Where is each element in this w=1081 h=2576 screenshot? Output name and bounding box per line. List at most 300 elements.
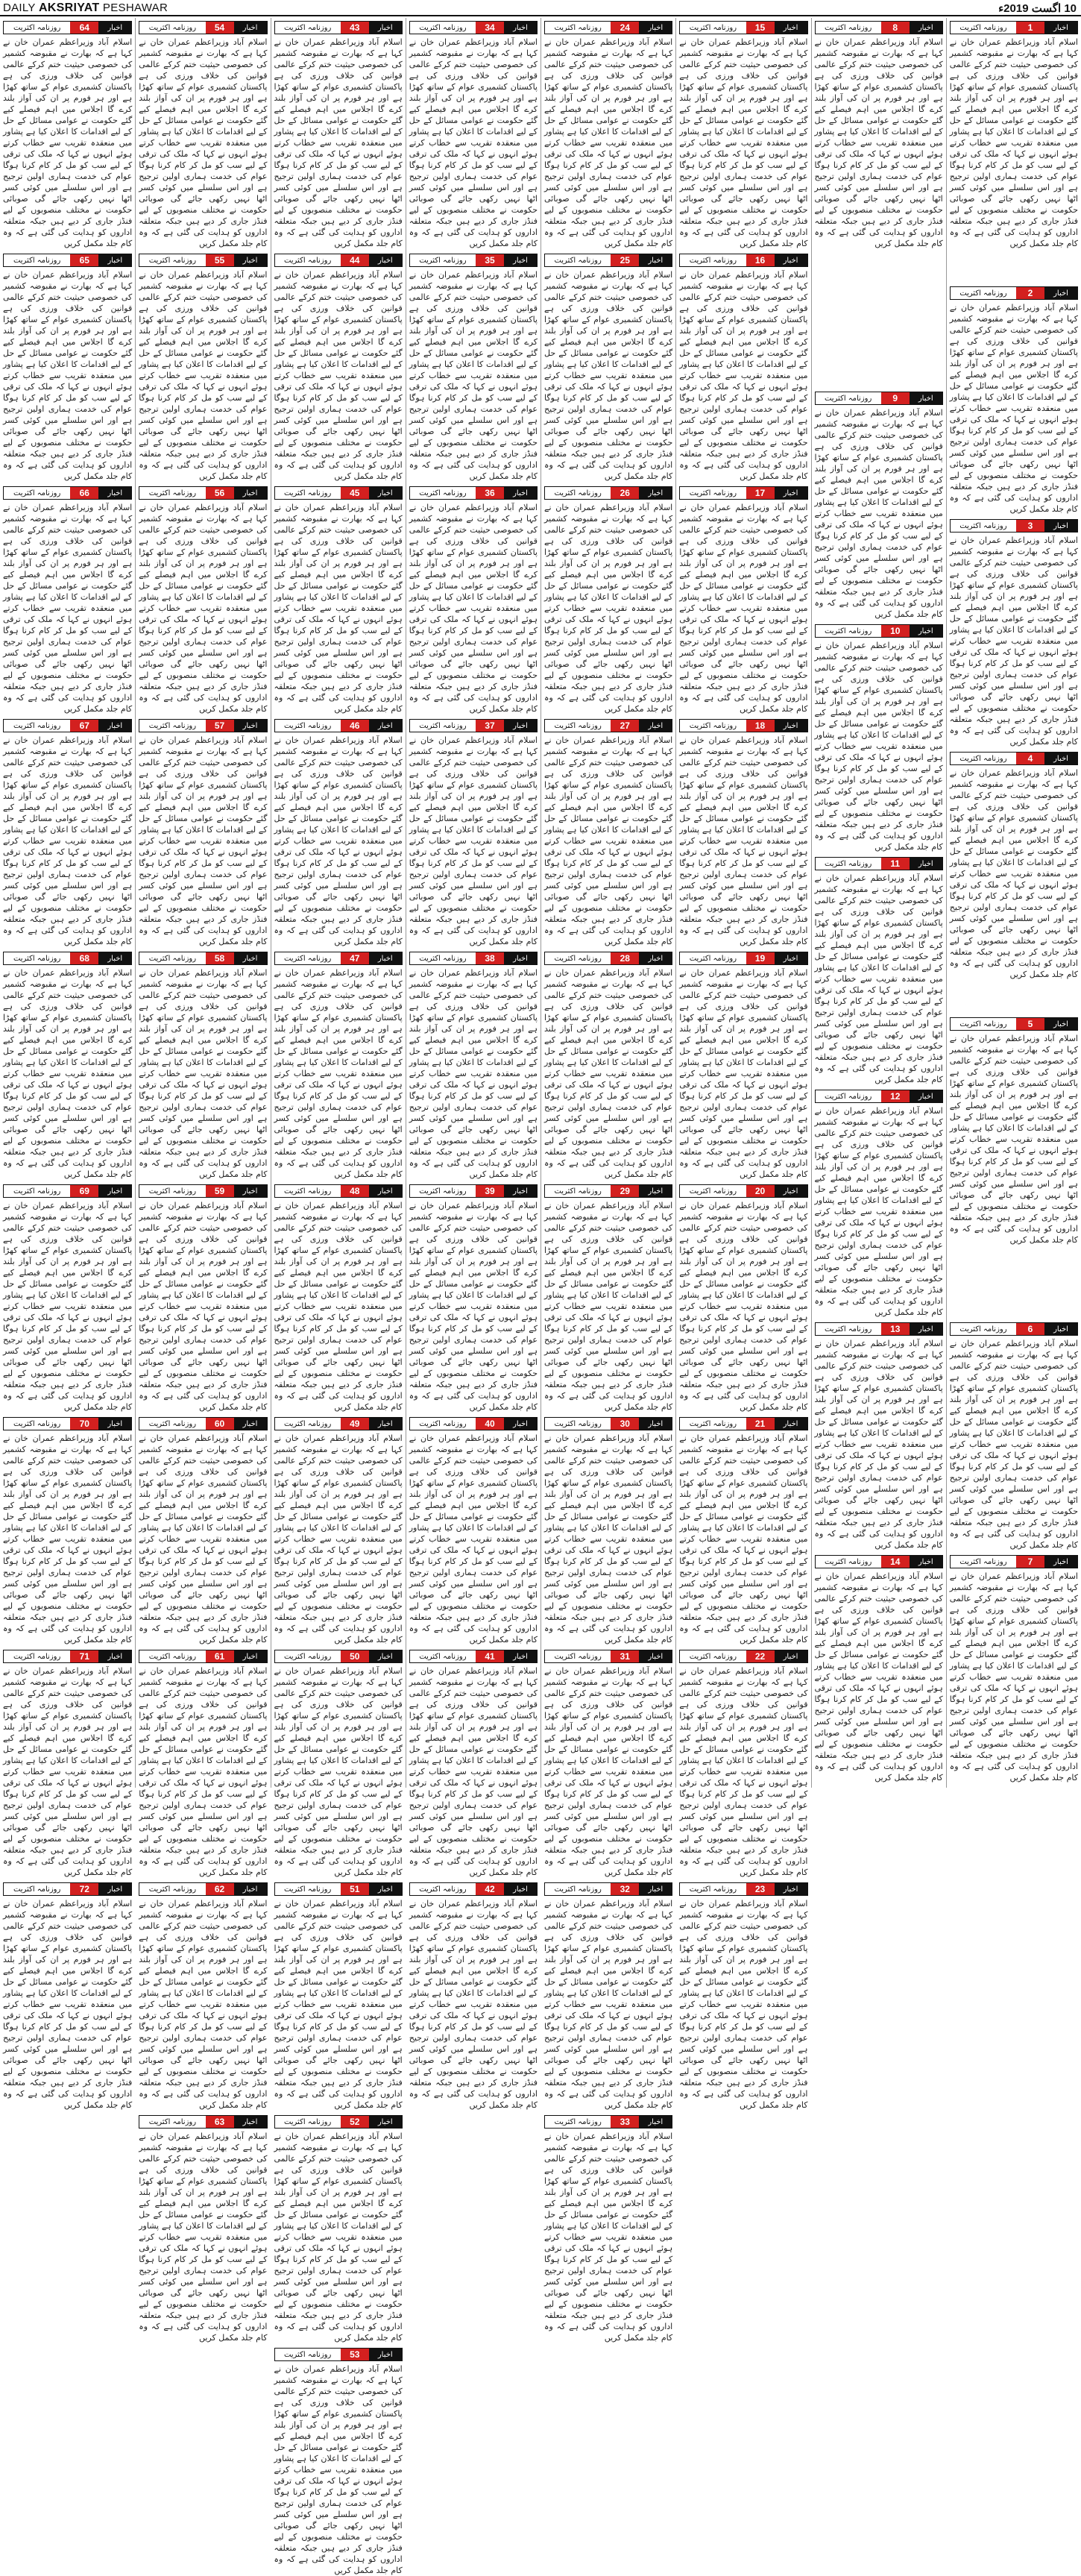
news-item-number: 38 xyxy=(476,952,504,964)
news-item-number: 3 xyxy=(1016,520,1044,532)
news-item-header xyxy=(3,952,132,965)
news-item-header xyxy=(3,21,132,34)
news-tag: اخبار xyxy=(98,1650,131,1662)
news-source: روزنامہ اکثریت xyxy=(275,1185,341,1197)
news-item-body: اسلام آباد وزیراعظم عمران خان نے کہا ہے کہ بھارت نے مقبوضہ کشمیر کی خصوصی حیثیت ختم کرکے عالمی قوانین کی خلاف ورزی کی ہے پاکستان کشمیری عوام کے ساتھ کھڑا ہے اور ہر فورم پر ان کی آواز بلند کرے گا اجلاس میں اہم فیصلے کیے گئے حکومت نے عوامی مسائل کے حل کے لیے اقدامات کا اعلان کیا ہے پشاور میں منعقدہ تقریب سے خطاب کرتے ہوئے انہوں نے کہا کہ ملک کی ترقی کے لیے سب کو مل کر کام کرنا ہوگا عوام کی خدمت ہماری اولین ترجیح ہے اور اس سلسلے میں کوئی کسر اٹھا نہیں رکھی جائے گی صوبائی حکومت نے مختلف منصوبوں کے لیے فنڈز جاری کر دیے ہیں جبکہ متعلقہ اداروں کو ہدایت کی گئی ہے کہ وہ کام جلد مکمل کریں xyxy=(409,968,538,1179)
news-source: روزنامہ اکثریت xyxy=(545,254,611,266)
news-tag: اخبار xyxy=(639,1883,672,1895)
news-source: روزنامہ اکثریت xyxy=(680,254,746,266)
news-source: روزنامہ اکثریت xyxy=(816,625,881,637)
news-column xyxy=(0,18,135,2110)
news-source: روزنامہ اکثریت xyxy=(951,287,1016,299)
news-tag: اخبار xyxy=(98,952,131,964)
news-tag: اخبار xyxy=(234,720,267,732)
news-source: روزنامہ اکثریت xyxy=(410,1883,476,1895)
news-source: روزنامہ اکثریت xyxy=(4,952,70,964)
news-item-body: اسلام آباد وزیراعظم عمران خان نے کہا ہے کہ بھارت نے مقبوضہ کشمیر کی خصوصی حیثیت ختم کرکے عالمی قوانین کی خلاف ورزی کی ہے پاکستان کشمیری عوام کے ساتھ کھڑا ہے اور ہر فورم پر ان کی آواز بلند کرے گا اجلاس میں اہم فیصلے کیے گئے حکومت نے عوامی مسائل کے حل کے لیے اقدامات کا اعلان کیا ہے پشاور میں منعقدہ تقریب سے خطاب کرتے ہوئے انہوں نے کہا کہ ملک کی ترقی کے لیے سب کو مل کر کام کرنا ہوگا عوام کی خدمت ہماری اولین ترجیح ہے اور اس سلسلے میں کوئی کسر اٹھا نہیں رکھی جائے گی صوبائی حکومت نے مختلف منصوبوں کے لیے فنڈز جاری کر دیے ہیں جبکہ متعلقہ اداروں کو ہدایت کی گئی ہے کہ وہ کام جلد مکمل کریں xyxy=(139,2132,268,2343)
news-item-body: اسلام آباد وزیراعظم عمران خان نے کہا ہے کہ بھارت نے مقبوضہ کشمیر کی خصوصی حیثیت ختم کرکے عالمی قوانین کی خلاف ورزی کی ہے پاکستان کشمیری عوام کے ساتھ کھڑا ہے اور ہر فورم پر ان کی آواز بلند کرے گا اجلاس میں اہم فیصلے کیے گئے حکومت نے عوامی مسائل کے حل کے لیے اقدامات کا اعلان کیا ہے پشاور میں منعقدہ تقریب سے خطاب کرتے ہوئے انہوں نے کہا کہ ملک کی ترقی کے لیے سب کو مل کر کام کرنا ہوگا عوام کی خدمت ہماری اولین ترجیح ہے اور اس سلسلے میں کوئی کسر اٹھا نہیں رکھی جائے گی صوبائی حکومت نے مختلف منصوبوں کے لیے فنڈز جاری کر دیے ہیں جبکہ متعلقہ اداروں کو ہدایت کی گئی ہے کہ وہ کام جلد مکمل کریں xyxy=(274,2132,403,2343)
news-item-number: 32 xyxy=(611,1883,639,1895)
news-item xyxy=(950,285,1078,515)
news-item-body: اسلام آباد وزیراعظم عمران خان نے کہا ہے کہ بھارت نے مقبوضہ کشمیر کی خصوصی حیثیت ختم کرکے عالمی قوانین کی خلاف ورزی کی ہے پاکستان کشمیری عوام کے ساتھ کھڑا ہے اور ہر فورم پر ان کی آواز بلند کرے گا اجلاس میں اہم فیصلے کیے گئے حکومت نے عوامی مسائل کے حل کے لیے اقدامات کا اعلان کیا ہے پشاور میں منعقدہ تقریب سے خطاب کرتے ہوئے انہوں نے کہا کہ ملک کی ترقی کے لیے سب کو مل کر کام کرنا ہوگا عوام کی خدمت ہماری اولین ترجیح ہے اور اس سلسلے میں کوئی کسر اٹھا نہیں رکھی جائے گی صوبائی حکومت نے مختلف منصوبوں کے لیے فنڈز جاری کر دیے ہیں جبکہ متعلقہ اداروں کو ہدایت کی گئی ہے کہ وہ کام جلد مکمل کریں xyxy=(814,641,943,852)
news-item-number: 52 xyxy=(341,2116,369,2128)
news-tag: اخبار xyxy=(910,858,942,870)
news-item-number: 13 xyxy=(881,1323,910,1335)
news-item-body: اسلام آباد وزیراعظم عمران خان نے کہا ہے کہ بھارت نے مقبوضہ کشمیر کی خصوصی حیثیت ختم کرکے عالمی قوانین کی خلاف ورزی کی ہے پاکستان کشمیری عوام کے ساتھ کھڑا ہے اور ہر فورم پر ان کی آواز بلند کرے گا اجلاس میں اہم فیصلے کیے گئے حکومت نے عوامی مسائل کے حل کے لیے اقدامات کا اعلان کیا ہے پشاور میں منعقدہ تقریب سے خطاب کرتے ہوئے انہوں نے کہا کہ ملک کی ترقی کے لیے سب کو مل کر کام کرنا ہوگا عوام کی خدمت ہماری اولین ترجیح ہے اور اس سلسلے میں کوئی کسر اٹھا نہیں رکھی جائے گی صوبائی حکومت نے مختلف منصوبوں کے لیے فنڈز جاری کر دیے ہیں جبکہ متعلقہ اداروں کو ہدایت کی گئی ہے کہ وہ کام جلد مکمل کریں xyxy=(544,503,673,714)
news-source: روزنامہ اکثریت xyxy=(410,1418,476,1430)
news-source: روزنامہ اکثریت xyxy=(410,952,476,964)
news-source: روزنامہ اکثریت xyxy=(816,858,881,870)
news-tag: اخبار xyxy=(910,22,942,34)
news-source: روزنامہ اکثریت xyxy=(410,254,476,266)
news-tag: اخبار xyxy=(639,487,672,499)
news-source: روزنامہ اکثریت xyxy=(680,487,746,499)
brand-prefix: DAILY xyxy=(3,1,39,14)
news-item-header xyxy=(139,21,267,34)
news-tag: اخبار xyxy=(910,1090,942,1102)
news-item-body: اسلام آباد وزیراعظم عمران خان نے کہا ہے کہ بھارت نے مقبوضہ کشمیر کی خصوصی حیثیت ختم کرکے عالمی قوانین کی خلاف ورزی کی ہے پاکستان کشمیری عوام کے ساتھ کھڑا ہے اور ہر فورم پر ان کی آواز بلند کرے گا اجلاس میں اہم فیصلے کیے گئے حکومت نے عوامی مسائل کے حل کے لیے اقدامات کا اعلان کیا ہے پشاور میں منعقدہ تقریب سے خطاب کرتے ہوئے انہوں نے کہا کہ ملک کی ترقی کے لیے سب کو مل کر کام کرنا ہوگا عوام کی خدمت ہماری اولین ترجیح ہے اور اس سلسلے میں کوئی کسر اٹھا نہیں رکھی جائے گی صوبائی حکومت نے مختلف منصوبوں کے لیے فنڈز جاری کر دیے ہیں جبکہ متعلقہ اداروں کو ہدایت کی گئی ہے کہ وہ کام جلد مکمل کریں xyxy=(139,968,268,1179)
news-item-header xyxy=(3,1650,132,1663)
news-tag: اخبار xyxy=(1044,1323,1077,1335)
news-item-body: اسلام آباد وزیراعظم عمران خان نے کہا ہے کہ بھارت نے مقبوضہ کشمیر کی خصوصی حیثیت ختم کرکے عالمی قوانین کی خلاف ورزی کی ہے پاکستان کشمیری عوام کے ساتھ کھڑا ہے اور ہر فورم پر ان کی آواز بلند کرے گا اجلاس میں اہم فیصلے کیے گئے حکومت نے عوامی مسائل کے حل کے لیے اقدامات کا اعلان کیا ہے پشاور میں منعقدہ تقریب سے خطاب کرتے ہوئے انہوں نے کہا کہ ملک کی ترقی کے لیے سب کو مل کر کام کرنا ہوگا عوام کی خدمت ہماری اولین ترجیح ہے اور اس سلسلے میں کوئی کسر اٹھا نہیں رکھی جائے گی صوبائی حکومت نے مختلف منصوبوں کے لیے فنڈز جاری کر دیے ہیں جبکہ متعلقہ اداروں کو ہدایت کی گئی ہے کہ وہ کام جلد مکمل کریں xyxy=(3,503,133,714)
news-item-number: 25 xyxy=(611,254,639,266)
news-column xyxy=(946,18,1081,1788)
news-item xyxy=(679,1416,807,1645)
news-item-body: اسلام آباد وزیراعظم عمران خان نے کہا ہے کہ بھارت نے مقبوضہ کشمیر کی خصوصی حیثیت ختم کرکے عالمی قوانین کی خلاف ورزی کی ہے پاکستان کشمیری عوام کے ساتھ کھڑا ہے اور ہر فورم پر ان کی آواز بلند کرے گا اجلاس میں اہم فیصلے کیے گئے حکومت نے عوامی مسائل کے حل کے لیے اقدامات کا اعلان کیا ہے پشاور میں منعقدہ تقریب سے خطاب کرتے ہوئے انہوں نے کہا کہ ملک کی ترقی کے لیے سب کو مل کر کام کرنا ہوگا عوام کی خدمت ہماری اولین ترجیح ہے اور اس سلسلے میں کوئی کسر اٹھا نہیں رکھی جائے گی صوبائی حکومت نے مختلف منصوبوں کے لیے فنڈز جاری کر دیے ہیں جبکہ متعلقہ اداروں کو ہدایت کی گئی ہے کہ وہ کام جلد مکمل کریں xyxy=(679,270,808,481)
news-item-number: 37 xyxy=(476,720,504,732)
news-item-body: اسلام آباد وزیراعظم عمران خان نے کہا ہے کہ بھارت نے مقبوضہ کشمیر کی خصوصی حیثیت ختم کرکے عالمی قوانین کی خلاف ورزی کی ہے پاکستان کشمیری عوام کے ساتھ کھڑا ہے اور ہر فورم پر ان کی آواز بلند کرے گا اجلاس میں اہم فیصلے کیے گئے حکومت نے عوامی مسائل کے حل کے لیے اقدامات کا اعلان کیا ہے پشاور میں منعقدہ تقریب سے خطاب کرتے ہوئے انہوں نے کہا کہ ملک کی ترقی کے لیے سب کو مل کر کام کرنا ہوگا عوام کی خدمت ہماری اولین ترجیح ہے اور اس سلسلے میں کوئی کسر اٹھا نہیں رکھی جائے گی صوبائی حکومت نے مختلف منصوبوں کے لیے فنڈز جاری کر دیے ہیں جبکہ متعلقہ اداروں کو ہدایت کی گئی ہے کہ وہ کام جلد مکمل کریں xyxy=(949,1339,1078,1550)
news-item-body: اسلام آباد وزیراعظم عمران خان نے کہا ہے کہ بھارت نے مقبوضہ کشمیر کی خصوصی حیثیت ختم کرکے عالمی قوانین کی خلاف ورزی کی ہے پاکستان کشمیری عوام کے ساتھ کھڑا ہے اور ہر فورم پر ان کی آواز بلند کرے گا اجلاس میں اہم فیصلے کیے گئے حکومت نے عوامی مسائل کے حل کے لیے اقدامات کا اعلان کیا ہے پشاور میں منعقدہ تقریب سے خطاب کرتے ہوئے انہوں نے کہا کہ ملک کی ترقی کے لیے سب کو مل کر کام کرنا ہوگا عوام کی خدمت ہماری اولین ترجیح ہے اور اس سلسلے میں کوئی کسر اٹھا نہیں رکھی جائے گی صوبائی حکومت نے مختلف منصوبوں کے لیے فنڈز جاری کر دیے ہیں جبکہ متعلقہ اداروں کو ہدایت کی گئی ہے کہ وہ کام جلد مکمل کریں xyxy=(409,1433,538,1644)
news-source: روزنامہ اکثریت xyxy=(4,1418,70,1430)
news-item-body: اسلام آباد وزیراعظم عمران خان نے کہا ہے کہ بھارت نے مقبوضہ کشمیر کی خصوصی حیثیت ختم کرکے عالمی قوانین کی خلاف ورزی کی ہے پاکستان کشمیری عوام کے ساتھ کھڑا ہے اور ہر فورم پر ان کی آواز بلند کرے گا اجلاس میں اہم فیصلے کیے گئے حکومت نے عوامی مسائل کے حل کے لیے اقدامات کا اعلان کیا ہے پشاور میں منعقدہ تقریب سے خطاب کرتے ہوئے انہوں نے کہا کہ ملک کی ترقی کے لیے سب کو مل کر کام کرنا ہوگا عوام کی خدمت ہماری اولین ترجیح ہے اور اس سلسلے میں کوئی کسر اٹھا نہیں رکھی جائے گی صوبائی حکومت نے مختلف منصوبوں کے لیے فنڈز جاری کر دیے ہیں جبکہ متعلقہ اداروں کو ہدایت کی گئی ہے کہ وہ کام جلد مکمل کریں xyxy=(139,1666,268,1877)
news-item-body: اسلام آباد وزیراعظم عمران خان نے کہا ہے کہ بھارت نے مقبوضہ کشمیر کی خصوصی حیثیت ختم کرکے عالمی قوانین کی خلاف ورزی کی ہے پاکستان کشمیری عوام کے ساتھ کھڑا ہے اور ہر فورم پر ان کی آواز بلند کرے گا اجلاس میں اہم فیصلے کیے گئے حکومت نے عوامی مسائل کے حل کے لیے اقدامات کا اعلان کیا ہے پشاور میں منعقدہ تقریب سے خطاب کرتے ہوئے انہوں نے کہا کہ ملک کی ترقی کے لیے سب کو مل کر کام کرنا ہوگا عوام کی خدمت ہماری اولین ترجیح ہے اور اس سلسلے میں کوئی کسر اٹھا نہیں رکھی جائے گی صوبائی حکومت نے مختلف منصوبوں کے لیے فنڈز جاری کر دیے ہیں جبکہ متعلقہ اداروں کو ہدایت کی گئی ہے کہ وہ کام جلد مکمل کریں xyxy=(544,37,673,248)
news-tag: اخبار xyxy=(504,1650,537,1662)
news-item-header xyxy=(139,486,267,500)
news-item-header xyxy=(139,952,267,965)
news-item-header xyxy=(950,1017,1078,1031)
news-source: روزنامہ اکثریت xyxy=(4,1883,70,1895)
news-item-body: اسلام آباد وزیراعظم عمران خان نے کہا ہے کہ بھارت نے مقبوضہ کشمیر کی خصوصی حیثیت ختم کرکے عالمی قوانین کی خلاف ورزی کی ہے پاکستان کشمیری عوام کے ساتھ کھڑا ہے اور ہر فورم پر ان کی آواز بلند کرے گا اجلاس میں اہم فیصلے کیے گئے حکومت نے عوامی مسائل کے حل کے لیے اقدامات کا اعلان کیا ہے پشاور میں منعقدہ تقریب سے خطاب کرتے ہوئے انہوں نے کہا کہ ملک کی ترقی کے لیے سب کو مل کر کام کرنا ہوگا عوام کی خدمت ہماری اولین ترجیح ہے اور اس سلسلے میں کوئی کسر اٹھا نہیں رکھی جائے گی صوبائی حکومت نے مختلف منصوبوں کے لیے فنڈز جاری کر دیے ہیں جبکہ متعلقہ اداروں کو ہدایت کی گئی ہے کہ وہ کام جلد مکمل کریں xyxy=(274,1433,403,1644)
news-item xyxy=(139,1416,267,1645)
brand-city: PESHAWAR xyxy=(99,1,168,14)
news-item-body: اسلام آباد وزیراعظم عمران خان نے کہا ہے کہ بھارت نے مقبوضہ کشمیر کی خصوصی حیثیت ختم کرکے عالمی قوانین کی خلاف ورزی کی ہے پاکستان کشمیری عوام کے ساتھ کھڑا ہے اور ہر فورم پر ان کی آواز بلند کرے گا اجلاس میں اہم فیصلے کیے گئے حکومت نے عوامی مسائل کے حل کے لیے اقدامات کا اعلان کیا ہے پشاور میں منعقدہ تقریب سے خطاب کرتے ہوئے انہوں نے کہا کہ ملک کی ترقی کے لیے سب کو مل کر کام کرنا ہوگا عوام کی خدمت ہماری اولین ترجیح ہے اور اس سلسلے میں کوئی کسر اٹھا نہیں رکھی جائے گی صوبائی حکومت نے مختلف منصوبوں کے لیے فنڈز جاری کر دیے ہیں جبکہ متعلقہ اداروں کو ہدایت کی گئی ہے کہ وہ کام جلد مکمل کریں xyxy=(274,503,403,714)
news-tag: اخبار xyxy=(775,22,807,34)
news-item xyxy=(274,252,403,482)
news-tag: اخبار xyxy=(98,1418,131,1430)
news-item xyxy=(409,252,538,482)
news-item-number: 69 xyxy=(70,1185,98,1197)
news-source: روزنامہ اکثریت xyxy=(816,22,881,34)
news-item-body: اسلام آباد وزیراعظم عمران خان نے کہا ہے کہ بھارت نے مقبوضہ کشمیر کی خصوصی حیثیت ختم کرکے عالمی قوانین کی خلاف ورزی کی ہے پاکستان کشمیری عوام کے ساتھ کھڑا ہے اور ہر فورم پر ان کی آواز بلند کرے گا اجلاس میں اہم فیصلے کیے گئے حکومت نے عوامی مسائل کے حل کے لیے اقدامات کا اعلان کیا ہے پشاور میں منعقدہ تقریب سے خطاب کرتے ہوئے انہوں نے کہا کہ ملک کی ترقی کے لیے سب کو مل کر کام کرنا ہوگا عوام کی خدمت ہماری اولین ترجیح ہے اور اس سلسلے میں کوئی کسر اٹھا نہیں رکھی جائے گی صوبائی حکومت نے مختلف منصوبوں کے لیے فنڈز جاری کر دیے ہیں جبکہ متعلقہ اداروں کو ہدایت کی گئی ہے کہ وہ کام جلد مکمل کریں xyxy=(274,968,403,1179)
news-item-number: 44 xyxy=(341,254,369,266)
news-item xyxy=(3,1648,132,1878)
news-tag: اخبار xyxy=(639,1418,672,1430)
news-column xyxy=(675,18,810,2110)
news-source: روزنامہ اکثریت xyxy=(545,952,611,964)
news-item xyxy=(139,2114,267,2343)
news-item xyxy=(950,750,1078,1013)
news-tag: اخبار xyxy=(639,254,672,266)
news-source: روزنامہ اکثریت xyxy=(275,22,341,34)
news-item xyxy=(3,950,132,1180)
news-item-number: 36 xyxy=(476,487,504,499)
news-tag: اخبار xyxy=(234,1185,267,1197)
news-item xyxy=(544,1648,672,1878)
news-tag: اخبار xyxy=(775,952,807,964)
news-item-header xyxy=(679,254,807,267)
news-item-number: 64 xyxy=(70,22,98,34)
news-item-body: اسلام آباد وزیراعظم عمران خان نے کہا ہے کہ بھارت نے مقبوضہ کشمیر کی خصوصی حیثیت ختم کرکے عالمی قوانین کی خلاف ورزی کی ہے پاکستان کشمیری عوام کے ساتھ کھڑا ہے اور ہر فورم پر ان کی آواز بلند کرے گا اجلاس میں اہم فیصلے کیے گئے حکومت نے عوامی مسائل کے حل کے لیے اقدامات کا اعلان کیا ہے پشاور میں منعقدہ تقریب سے خطاب کرتے ہوئے انہوں نے کہا کہ ملک کی ترقی کے لیے سب کو مل کر کام کرنا ہوگا عوام کی خدمت ہماری اولین ترجیح ہے اور اس سلسلے میں کوئی کسر اٹھا نہیں رکھی جائے گی صوبائی حکومت نے مختلف منصوبوں کے لیے فنڈز جاری کر دیے ہیں جبکہ متعلقہ اداروں کو ہدایت کی گئی ہے کہ وہ کام جلد مکمل کریں xyxy=(949,37,1078,248)
news-source: روزنامہ اکثریت xyxy=(545,22,611,34)
news-item-body: اسلام آباد وزیراعظم عمران خان نے کہا ہے کہ بھارت نے مقبوضہ کشمیر کی خصوصی حیثیت ختم کرکے عالمی قوانین کی خلاف ورزی کی ہے پاکستان کشمیری عوام کے ساتھ کھڑا ہے اور ہر فورم پر ان کی آواز بلند کرے گا اجلاس میں اہم فیصلے کیے گئے حکومت نے عوامی مسائل کے حل کے لیے اقدامات کا اعلان کیا ہے پشاور میں منعقدہ تقریب سے خطاب کرتے ہوئے انہوں نے کہا کہ ملک کی ترقی کے لیے سب کو مل کر کام کرنا ہوگا عوام کی خدمت ہماری اولین ترجیح ہے اور اس سلسلے میں کوئی کسر اٹھا نہیں رکھی جائے گی صوبائی حکومت نے مختلف منصوبوں کے لیے فنڈز جاری کر دیے ہیں جبکہ متعلقہ اداروں کو ہدایت کی گئی ہے کہ وہ کام جلد مکمل کریں xyxy=(544,735,673,946)
news-item-number: 48 xyxy=(341,1185,369,1197)
news-item xyxy=(139,1881,267,2111)
news-source: روزنامہ اکثریت xyxy=(139,254,205,266)
news-item-body: اسلام آباد وزیراعظم عمران خان نے کہا ہے کہ بھارت نے مقبوضہ کشمیر کی خصوصی حیثیت ختم کرکے عالمی قوانین کی خلاف ورزی کی ہے پاکستان کشمیری عوام کے ساتھ کھڑا ہے اور ہر فورم پر ان کی آواز بلند کرے گا اجلاس میں اہم فیصلے کیے گئے حکومت نے عوامی مسائل کے حل کے لیے اقدامات کا اعلان کیا ہے پشاور میں منعقدہ تقریب سے خطاب کرتے ہوئے انہوں نے کہا کہ ملک کی ترقی کے لیے سب کو مل کر کام کرنا ہوگا عوام کی خدمت ہماری اولین ترجیح ہے اور اس سلسلے میں کوئی کسر اٹھا نہیں رکھی جائے گی صوبائی حکومت نے مختلف منصوبوں کے لیے فنڈز جاری کر دیے ہیں جبکہ متعلقہ اداروں کو ہدایت کی گئی ہے کہ وہ کام جلد مکمل کریں xyxy=(544,270,673,481)
news-item-number: 28 xyxy=(611,952,639,964)
news-item-header xyxy=(3,1882,132,1896)
news-item xyxy=(815,1321,943,1551)
news-source: روزنامہ اکثریت xyxy=(139,1418,205,1430)
news-item-number: 66 xyxy=(70,487,98,499)
news-item-number: 31 xyxy=(611,1650,639,1662)
news-source: روزنامہ اکثریت xyxy=(275,1418,341,1430)
news-item-number: 53 xyxy=(341,2349,369,2360)
news-column xyxy=(271,18,406,2575)
news-item-number: 40 xyxy=(476,1418,504,1430)
news-item xyxy=(139,19,267,249)
news-item-body: اسلام آباد وزیراعظم عمران خان نے کہا ہے کہ بھارت نے مقبوضہ کشمیر کی خصوصی حیثیت ختم کرکے عالمی قوانین کی خلاف ورزی کی ہے پاکستان کشمیری عوام کے ساتھ کھڑا ہے اور ہر فورم پر ان کی آواز بلند کرے گا اجلاس میں اہم فیصلے کیے گئے حکومت نے عوامی مسائل کے حل کے لیے اقدامات کا اعلان کیا ہے پشاور میں منعقدہ تقریب سے خطاب کرتے ہوئے انہوں نے کہا کہ ملک کی ترقی کے لیے سب کو مل کر کام کرنا ہوگا عوام کی خدمت ہماری اولین ترجیح ہے اور اس سلسلے میں کوئی کسر اٹھا نہیں رکھی جائے گی صوبائی حکومت نے مختلف منصوبوں کے لیے فنڈز جاری کر دیے ہیں جبکہ متعلقہ اداروں کو ہدایت کی گئی ہے کہ وہ کام جلد مکمل کریں xyxy=(949,1571,1078,1782)
news-tag: اخبار xyxy=(775,1185,807,1197)
news-item-body: اسلام آباد وزیراعظم عمران خان نے کہا ہے کہ بھارت نے مقبوضہ کشمیر کی خصوصی حیثیت ختم کرکے عالمی قوانین کی خلاف ورزی کی ہے پاکستان کشمیری عوام کے ساتھ کھڑا ہے اور ہر فورم پر ان کی آواز بلند کرے گا اجلاس میں اہم فیصلے کیے گئے حکومت نے عوامی مسائل کے حل کے لیے اقدامات کا اعلان کیا ہے پشاور میں منعقدہ تقریب سے خطاب کرتے ہوئے انہوں نے کہا کہ ملک کی ترقی کے لیے سب کو مل کر کام کرنا ہوگا عوام کی خدمت ہماری اولین ترجیح ہے اور اس سلسلے میں کوئی کسر اٹھا نہیں رکھی جائے گی صوبائی حکومت نے مختلف منصوبوں کے لیے فنڈز جاری کر دیے ہیں جبکہ متعلقہ اداروں کو ہدایت کی گئی ہے کہ وہ کام جلد مکمل کریں xyxy=(3,968,133,1179)
news-tag: اخبار xyxy=(369,2116,402,2128)
news-item-number: 56 xyxy=(206,487,234,499)
news-tag: اخبار xyxy=(234,1418,267,1430)
news-item-body: اسلام آباد وزیراعظم عمران خان نے کہا ہے کہ بھارت نے مقبوضہ کشمیر کی خصوصی حیثیت ختم کرکے عالمی قوانین کی خلاف ورزی کی ہے پاکستان کشمیری عوام کے ساتھ کھڑا ہے اور ہر فورم پر ان کی آواز بلند کرے گا اجلاس میں اہم فیصلے کیے گئے حکومت نے عوامی مسائل کے حل کے لیے اقدامات کا اعلان کیا ہے پشاور میں منعقدہ تقریب سے خطاب کرتے ہوئے انہوں نے کہا کہ ملک کی ترقی کے لیے سب کو مل کر کام کرنا ہوگا عوام کی خدمت ہماری اولین ترجیح ہے اور اس سلسلے میں کوئی کسر اٹھا نہیں رکھی جائے گی صوبائی حکومت نے مختلف منصوبوں کے لیے فنڈز جاری کر دیے ہیں جبکہ متعلقہ اداروں کو ہدایت کی گئی ہے کہ وہ کام جلد مکمل کریں xyxy=(3,1899,133,2110)
news-item-body: اسلام آباد وزیراعظم عمران خان نے کہا ہے کہ بھارت نے مقبوضہ کشمیر کی خصوصی حیثیت ختم کرکے عالمی قوانین کی خلاف ورزی کی ہے پاکستان کشمیری عوام کے ساتھ کھڑا ہے اور ہر فورم پر ان کی آواز بلند کرے گا اجلاس میں اہم فیصلے کیے گئے حکومت نے عوامی مسائل کے حل کے لیے اقدامات کا اعلان کیا ہے پشاور میں منعقدہ تقریب سے خطاب کرتے ہوئے انہوں نے کہا کہ ملک کی ترقی کے لیے سب کو مل کر کام کرنا ہوگا عوام کی خدمت ہماری اولین ترجیح ہے اور اس سلسلے میں کوئی کسر اٹھا نہیں رکھی جائے گی صوبائی حکومت نے مختلف منصوبوں کے لیے فنڈز جاری کر دیے ہیں جبکہ متعلقہ اداروں کو ہدایت کی گئی ہے کہ وہ کام جلد مکمل کریں xyxy=(409,1201,538,1412)
news-item-body: اسلام آباد وزیراعظم عمران خان نے کہا ہے کہ بھارت نے مقبوضہ کشمیر کی خصوصی حیثیت ختم کرکے عالمی قوانین کی خلاف ورزی کی ہے پاکستان کشمیری عوام کے ساتھ کھڑا ہے اور ہر فورم پر ان کی آواز بلند کرے گا اجلاس میں اہم فیصلے کیے گئے حکومت نے عوامی مسائل کے حل کے لیے اقدامات کا اعلان کیا ہے پشاور میں منعقدہ تقریب سے خطاب کرتے ہوئے انہوں نے کہا کہ ملک کی ترقی کے لیے سب کو مل کر کام کرنا ہوگا عوام کی خدمت ہماری اولین ترجیح ہے اور اس سلسلے میں کوئی کسر اٹھا نہیں رکھی جائے گی صوبائی حکومت نے مختلف منصوبوں کے لیے فنڈز جاری کر دیے ہیں جبکہ متعلقہ اداروں کو ہدایت کی گئی ہے کہ وہ کام جلد مکمل کریں xyxy=(544,1899,673,2110)
news-item-body: اسلام آباد وزیراعظم عمران خان نے کہا ہے کہ بھارت نے مقبوضہ کشمیر کی خصوصی حیثیت ختم کرکے عالمی قوانین کی خلاف ورزی کی ہے پاکستان کشمیری عوام کے ساتھ کھڑا ہے اور ہر فورم پر ان کی آواز بلند کرے گا اجلاس میں اہم فیصلے کیے گئے حکومت نے عوامی مسائل کے حل کے لیے اقدامات کا اعلان کیا ہے پشاور میں منعقدہ تقریب سے خطاب کرتے ہوئے انہوں نے کہا کہ ملک کی ترقی کے لیے سب کو مل کر کام کرنا ہوگا عوام کی خدمت ہماری اولین ترجیح ہے اور اس سلسلے میں کوئی کسر اٹھا نہیں رکھی جائے گی صوبائی حکومت نے مختلف منصوبوں کے لیے فنڈز جاری کر دیے ہیں جبکہ متعلقہ اداروں کو ہدایت کی گئی ہے کہ وہ کام جلد مکمل کریں xyxy=(139,1899,268,2110)
news-item xyxy=(274,1881,403,2111)
news-item-body: اسلام آباد وزیراعظم عمران خان نے کہا ہے کہ بھارت نے مقبوضہ کشمیر کی خصوصی حیثیت ختم کرکے عالمی قوانین کی خلاف ورزی کی ہے پاکستان کشمیری عوام کے ساتھ کھڑا ہے اور ہر فورم پر ان کی آواز بلند کرے گا اجلاس میں اہم فیصلے کیے گئے حکومت نے عوامی مسائل کے حل کے لیے اقدامات کا اعلان کیا ہے پشاور میں منعقدہ تقریب سے خطاب کرتے ہوئے انہوں نے کہا کہ ملک کی ترقی کے لیے سب کو مل کر کام کرنا ہوگا عوام کی خدمت ہماری اولین ترجیح ہے اور اس سلسلے میں کوئی کسر اٹھا نہیں رکھی جائے گی صوبائی حکومت نے مختلف منصوبوں کے لیے فنڈز جاری کر دیے ہیں جبکہ متعلقہ اداروں کو ہدایت کی گئی ہے کہ وہ کام جلد مکمل کریں xyxy=(814,1106,943,1317)
news-item xyxy=(950,1016,1078,1318)
news-item-header xyxy=(815,857,943,870)
news-tag: اخبار xyxy=(234,487,267,499)
news-item xyxy=(679,950,807,1180)
news-source: روزنامہ اکثریت xyxy=(139,1650,205,1662)
news-source: روزنامہ اکثریت xyxy=(4,1650,70,1662)
news-source: روزنامہ اکثریت xyxy=(680,1185,746,1197)
news-source: روزنامہ اکثریت xyxy=(139,1883,205,1895)
news-tag: اخبار xyxy=(504,720,537,732)
news-item-header xyxy=(679,952,807,965)
news-item xyxy=(3,1881,132,2111)
news-item xyxy=(409,1881,538,2111)
news-tag: اخبار xyxy=(369,1185,402,1197)
news-tag: اخبار xyxy=(910,1556,942,1568)
news-item-body: اسلام آباد وزیراعظم عمران خان نے کہا ہے کہ بھارت نے مقبوضہ کشمیر کی خصوصی حیثیت ختم کرکے عالمی قوانین کی خلاف ورزی کی ہے پاکستان کشمیری عوام کے ساتھ کھڑا ہے اور ہر فورم پر ان کی آواز بلند کرے گا اجلاس میں اہم فیصلے کیے گئے حکومت نے عوامی مسائل کے حل کے لیے اقدامات کا اعلان کیا ہے پشاور میں منعقدہ تقریب سے خطاب کرتے ہوئے انہوں نے کہا کہ ملک کی ترقی کے لیے سب کو مل کر کام کرنا ہوگا عوام کی خدمت ہماری اولین ترجیح ہے اور اس سلسلے میں کوئی کسر اٹھا نہیں رکھی جائے گی صوبائی حکومت نے مختلف منصوبوں کے لیے فنڈز جاری کر دیے ہیں جبکہ متعلقہ اداروں کو ہدایت کی گئی ہے کہ وہ کام جلد مکمل کریں xyxy=(409,1899,538,2110)
news-item-header xyxy=(139,1184,267,1198)
news-item xyxy=(3,717,132,947)
news-tag: اخبار xyxy=(369,1883,402,1895)
news-source: روزنامہ اکثریت xyxy=(680,952,746,964)
news-source: روزنامہ اکثریت xyxy=(680,22,746,34)
news-item xyxy=(139,1648,267,1878)
news-tag: اخبار xyxy=(639,1185,672,1197)
news-item-header xyxy=(679,1184,807,1198)
news-item-body: اسلام آباد وزیراعظم عمران خان نے کہا ہے کہ بھارت نے مقبوضہ کشمیر کی خصوصی حیثیت ختم کرکے عالمی قوانین کی خلاف ورزی کی ہے پاکستان کشمیری عوام کے ساتھ کھڑا ہے اور ہر فورم پر ان کی آواز بلند کرے گا اجلاس میں اہم فیصلے کیے گئے حکومت نے عوامی مسائل کے حل کے لیے اقدامات کا اعلان کیا ہے پشاور میں منعقدہ تقریب سے خطاب کرتے ہوئے انہوں نے کہا کہ ملک کی ترقی کے لیے سب کو مل کر کام کرنا ہوگا عوام کی خدمت ہماری اولین ترجیح ہے اور اس سلسلے میں کوئی کسر اٹھا نہیں رکھی جائے گی صوبائی حکومت نے مختلف منصوبوں کے لیے فنڈز جاری کر دیے ہیں جبکہ متعلقہ اداروں کو ہدایت کی گئی ہے کہ وہ کام جلد مکمل کریں xyxy=(949,768,1078,980)
news-item xyxy=(274,1648,403,1878)
news-item xyxy=(815,19,943,387)
news-item xyxy=(950,1554,1078,1783)
news-item-number: 30 xyxy=(611,1418,639,1430)
news-item-header xyxy=(544,1184,672,1198)
news-item-header xyxy=(274,952,403,965)
news-item xyxy=(679,1881,807,2111)
news-item xyxy=(409,717,538,947)
news-item-header xyxy=(679,21,807,34)
news-item-body: اسلام آباد وزیراعظم عمران خان نے کہا ہے کہ بھارت نے مقبوضہ کشمیر کی خصوصی حیثیت ختم کرکے عالمی قوانین کی خلاف ورزی کی ہے پاکستان کشمیری عوام کے ساتھ کھڑا ہے اور ہر فورم پر ان کی آواز بلند کرے گا اجلاس میں اہم فیصلے کیے گئے حکومت نے عوامی مسائل کے حل کے لیے اقدامات کا اعلان کیا ہے پشاور میں منعقدہ تقریب سے خطاب کرتے ہوئے انہوں نے کہا کہ ملک کی ترقی کے لیے سب کو مل کر کام کرنا ہوگا عوام کی خدمت ہماری اولین ترجیح ہے اور اس سلسلے میں کوئی کسر اٹھا نہیں رکھی جائے گی صوبائی حکومت نے مختلف منصوبوں کے لیے فنڈز جاری کر دیے ہیں جبکہ متعلقہ اداروں کو ہدایت کی گئی ہے کہ وہ کام جلد مکمل کریں xyxy=(679,1201,808,1412)
news-item-body: اسلام آباد وزیراعظم عمران خان نے کہا ہے کہ بھارت نے مقبوضہ کشمیر کی خصوصی حیثیت ختم کرکے عالمی قوانین کی خلاف ورزی کی ہے پاکستان کشمیری عوام کے ساتھ کھڑا ہے اور ہر فورم پر ان کی آواز بلند کرے گا اجلاس میں اہم فیصلے کیے گئے حکومت نے عوامی مسائل کے حل کے لیے اقدامات کا اعلان کیا ہے پشاور میں منعقدہ تقریب سے خطاب کرتے ہوئے انہوں نے کہا کہ ملک کی ترقی کے لیے سب کو مل کر کام کرنا ہوگا عوام کی خدمت ہماری اولین ترجیح ہے اور اس سلسلے میں کوئی کسر اٹھا نہیں رکھی جائے گی صوبائی حکومت نے مختلف منصوبوں کے لیے فنڈز جاری کر دیے ہیں جبکہ متعلقہ اداروں کو ہدایت کی گئی ہے کہ وہ کام جلد مکمل کریں xyxy=(274,270,403,481)
news-item-number: 24 xyxy=(611,22,639,34)
news-item-body: اسلام آباد وزیراعظم عمران خان نے کہا ہے کہ بھارت نے مقبوضہ کشمیر کی خصوصی حیثیت ختم کرکے عالمی قوانین کی خلاف ورزی کی ہے پاکستان کشمیری عوام کے ساتھ کھڑا ہے اور ہر فورم پر ان کی آواز بلند کرے گا اجلاس میں اہم فیصلے کیے گئے حکومت نے عوامی مسائل کے حل کے لیے اقدامات کا اعلان کیا ہے پشاور میں منعقدہ تقریب سے خطاب کرتے ہوئے انہوں نے کہا کہ ملک کی ترقی کے لیے سب کو مل کر کام کرنا ہوگا عوام کی خدمت ہماری اولین ترجیح ہے اور اس سلسلے میں کوئی کسر اٹھا نہیں رکھی جائے گی صوبائی حکومت نے مختلف منصوبوں کے لیے فنڈز جاری کر دیے ہیں جبکہ متعلقہ اداروں کو ہدایت کی گئی ہے کہ وہ کام جلد مکمل کریں xyxy=(139,1433,268,1644)
news-item-header xyxy=(3,1184,132,1198)
news-item-header xyxy=(139,254,267,267)
news-item-number: 12 xyxy=(881,1090,910,1102)
news-item-number: 45 xyxy=(341,487,369,499)
news-item-body: اسلام آباد وزیراعظم عمران خان نے کہا ہے کہ بھارت نے مقبوضہ کشمیر کی خصوصی حیثیت ختم کرکے عالمی قوانین کی خلاف ورزی کی ہے پاکستان کشمیری عوام کے ساتھ کھڑا ہے اور ہر فورم پر ان کی آواز بلند کرے گا اجلاس میں اہم فیصلے کیے گئے حکومت نے عوامی مسائل کے حل کے لیے اقدامات کا اعلان کیا ہے پشاور میں منعقدہ تقریب سے خطاب کرتے ہوئے انہوں نے کہا کہ ملک کی ترقی کے لیے سب کو مل کر کام کرنا ہوگا عوام کی خدمت ہماری اولین ترجیح ہے اور اس سلسلے میں کوئی کسر اٹھا نہیں رکھی جائے گی صوبائی حکومت نے مختلف منصوبوں کے لیے فنڈز جاری کر دیے ہیں جبکہ متعلقہ اداروں کو ہدایت کی گئی ہے کہ وہ کام جلد مکمل کریں xyxy=(949,1034,1078,1245)
news-item-body: اسلام آباد وزیراعظم عمران خان نے کہا ہے کہ بھارت نے مقبوضہ کشمیر کی خصوصی حیثیت ختم کرکے عالمی قوانین کی خلاف ورزی کی ہے پاکستان کشمیری عوام کے ساتھ کھڑا ہے اور ہر فورم پر ان کی آواز بلند کرے گا اجلاس میں اہم فیصلے کیے گئے حکومت نے عوامی مسائل کے حل کے لیے اقدامات کا اعلان کیا ہے پشاور میں منعقدہ تقریب سے خطاب کرتے ہوئے انہوں نے کہا کہ ملک کی ترقی کے لیے سب کو مل کر کام کرنا ہوگا عوام کی خدمت ہماری اولین ترجیح ہے اور اس سلسلے میں کوئی کسر اٹھا نہیں رکھی جائے گی صوبائی حکومت نے مختلف منصوبوں کے لیے فنڈز جاری کر دیے ہیں جبکہ متعلقہ اداروں کو ہدایت کی گئی ہے کہ وہ کام جلد مکمل کریں xyxy=(274,735,403,946)
news-item xyxy=(274,1416,403,1645)
news-item-number: 50 xyxy=(341,1650,369,1662)
news-source: روزنامہ اکثریت xyxy=(816,1090,881,1102)
news-item-header xyxy=(3,719,132,732)
news-tag: اخبار xyxy=(910,1323,942,1335)
news-item-number: 57 xyxy=(206,720,234,732)
news-tag: اخبار xyxy=(98,720,131,732)
news-source: روزنامہ اکثریت xyxy=(680,1883,746,1895)
news-item xyxy=(3,252,132,482)
news-item-header xyxy=(544,21,672,34)
news-tag: اخبار xyxy=(234,254,267,266)
news-item-number: 70 xyxy=(70,1418,98,1430)
news-item xyxy=(409,19,538,249)
news-source: روزنامہ اکثریت xyxy=(545,720,611,732)
news-item xyxy=(274,19,403,249)
news-tag: اخبار xyxy=(639,952,672,964)
news-item-body: اسلام آباد وزیراعظم عمران خان نے کہا ہے کہ بھارت نے مقبوضہ کشمیر کی خصوصی حیثیت ختم کرکے عالمی قوانین کی خلاف ورزی کی ہے پاکستان کشمیری عوام کے ساتھ کھڑا ہے اور ہر فورم پر ان کی آواز بلند کرے گا اجلاس میں اہم فیصلے کیے گئے حکومت نے عوامی مسائل کے حل کے لیے اقدامات کا اعلان کیا ہے پشاور میں منعقدہ تقریب سے خطاب کرتے ہوئے انہوں نے کہا کہ ملک کی ترقی کے لیے سب کو مل کر کام کرنا ہوگا عوام کی خدمت ہماری اولین ترجیح ہے اور اس سلسلے میں کوئی کسر اٹھا نہیں رکھی جائے گی صوبائی حکومت نے مختلف منصوبوں کے لیے فنڈز جاری کر دیے ہیں جبکہ متعلقہ اداروں کو ہدایت کی گئی ہے کہ وہ کام جلد مکمل کریں xyxy=(544,1433,673,1644)
news-item-header xyxy=(815,1555,943,1568)
news-item xyxy=(274,1183,403,1413)
news-source: روزنامہ اکثریت xyxy=(275,952,341,964)
news-item-body: اسلام آباد وزیراعظم عمران خان نے کہا ہے کہ بھارت نے مقبوضہ کشمیر کی خصوصی حیثیت ختم کرکے عالمی قوانین کی خلاف ورزی کی ہے پاکستان کشمیری عوام کے ساتھ کھڑا ہے اور ہر فورم پر ان کی آواز بلند کرے گا اجلاس میں اہم فیصلے کیے گئے حکومت نے عوامی مسائل کے حل کے لیے اقدامات کا اعلان کیا ہے پشاور میں منعقدہ تقریب سے خطاب کرتے ہوئے انہوں نے کہا کہ ملک کی ترقی کے لیے سب کو مل کر کام کرنا ہوگا عوام کی خدمت ہماری اولین ترجیح ہے اور اس سلسلے میں کوئی کسر اٹھا نہیں رکھی جائے گی صوبائی حکومت نے مختلف منصوبوں کے لیے فنڈز جاری کر دیے ہیں جبکہ متعلقہ اداروں کو ہدایت کی گئی ہے کہ وہ کام جلد مکمل کریں xyxy=(679,1666,808,1877)
news-tag: اخبار xyxy=(775,487,807,499)
news-item-header xyxy=(544,719,672,732)
news-item xyxy=(139,485,267,714)
news-item xyxy=(409,950,538,1180)
news-item-number: 34 xyxy=(476,22,504,34)
news-item xyxy=(139,252,267,482)
news-tag: اخبار xyxy=(1044,753,1077,764)
news-item-header xyxy=(950,1555,1078,1568)
news-item-header xyxy=(409,952,538,965)
news-item-header xyxy=(815,1322,943,1336)
news-item-number: 42 xyxy=(476,1883,504,1895)
news-tag: اخبار xyxy=(639,2116,672,2128)
news-item xyxy=(544,1416,672,1645)
news-source: روزنامہ اکثریت xyxy=(951,1018,1016,1030)
news-item-body: اسلام آباد وزیراعظم عمران خان نے کہا ہے کہ بھارت نے مقبوضہ کشمیر کی خصوصی حیثیت ختم کرکے عالمی قوانین کی خلاف ورزی کی ہے پاکستان کشمیری عوام کے ساتھ کھڑا ہے اور ہر فورم پر ان کی آواز بلند کرے گا اجلاس میں اہم فیصلے کیے گئے حکومت نے عوامی مسائل کے حل کے لیے اقدامات کا اعلان کیا ہے پشاور میں منعقدہ تقریب سے خطاب کرتے ہوئے انہوں نے کہا کہ ملک کی ترقی کے لیے سب کو مل کر کام کرنا ہوگا عوام کی خدمت ہماری اولین ترجیح ہے اور اس سلسلے میں کوئی کسر اٹھا نہیں رکھی جائے گی صوبائی حکومت نے مختلف منصوبوں کے لیے فنڈز جاری کر دیے ہیں جبکہ متعلقہ اداروں کو ہدایت کی گئی ہے کہ وہ کام جلد مکمل کریں xyxy=(409,735,538,946)
news-item-header xyxy=(274,1417,403,1430)
news-item-header xyxy=(409,719,538,732)
news-item xyxy=(409,1648,538,1878)
news-column xyxy=(811,18,946,1788)
news-source: روزنامہ اکثریت xyxy=(139,487,205,499)
news-item xyxy=(3,1183,132,1413)
news-item-number: 55 xyxy=(206,254,234,266)
news-tag: اخبار xyxy=(639,22,672,34)
news-item-number: 68 xyxy=(70,952,98,964)
news-item-header xyxy=(409,486,538,500)
news-source: روزنامہ اکثریت xyxy=(4,1185,70,1197)
news-source: روزنامہ اکثریت xyxy=(410,22,476,34)
masthead xyxy=(0,0,1081,16)
news-item-header xyxy=(139,1650,267,1663)
news-item-number: 35 xyxy=(476,254,504,266)
news-item xyxy=(815,1554,943,1783)
news-source: روزنامہ اکثریت xyxy=(545,2116,611,2128)
news-tag: اخبار xyxy=(504,1883,537,1895)
news-item-body: اسلام آباد وزیراعظم عمران خان نے کہا ہے کہ بھارت نے مقبوضہ کشمیر کی خصوصی حیثیت ختم کرکے عالمی قوانین کی خلاف ورزی کی ہے پاکستان کشمیری عوام کے ساتھ کھڑا ہے اور ہر فورم پر ان کی آواز بلند کرے گا اجلاس میں اہم فیصلے کیے گئے حکومت نے عوامی مسائل کے حل کے لیے اقدامات کا اعلان کیا ہے پشاور میں منعقدہ تقریب سے خطاب کرتے ہوئے انہوں نے کہا کہ ملک کی ترقی کے لیے سب کو مل کر کام کرنا ہوگا عوام کی خدمت ہماری اولین ترجیح ہے اور اس سلسلے میں کوئی کسر اٹھا نہیں رکھی جائے گی صوبائی حکومت نے مختلف منصوبوں کے لیے فنڈز جاری کر دیے ہیں جبکہ متعلقہ اداروں کو ہدایت کی گئی ہے کہ وہ کام جلد مکمل کریں xyxy=(544,2132,673,2343)
news-source: روزنامہ اکثریت xyxy=(275,487,341,499)
news-item xyxy=(139,950,267,1180)
news-item xyxy=(409,485,538,714)
news-item-number: 15 xyxy=(746,22,775,34)
news-item-header xyxy=(950,286,1078,300)
news-tag: اخبار xyxy=(1044,1556,1077,1568)
news-item-number: 72 xyxy=(70,1883,98,1895)
news-tag: اخبار xyxy=(98,22,131,34)
news-item xyxy=(544,485,672,714)
news-tag: اخبار xyxy=(369,952,402,964)
news-item xyxy=(815,390,943,620)
news-item-number: 1 xyxy=(1016,22,1044,34)
news-item-number: 22 xyxy=(746,1650,775,1662)
news-item-number: 43 xyxy=(341,22,369,34)
news-tag: اخبار xyxy=(775,1650,807,1662)
news-item xyxy=(815,623,943,852)
news-item-number: 2 xyxy=(1016,287,1044,299)
news-item-header xyxy=(815,21,943,34)
news-item-number: 39 xyxy=(476,1185,504,1197)
news-source: روزنامہ اکثریت xyxy=(139,2116,205,2128)
news-tag: اخبار xyxy=(910,392,942,404)
news-item-body: اسلام آباد وزیراعظم عمران خان نے کہا ہے کہ بھارت نے مقبوضہ کشمیر کی خصوصی حیثیت ختم کرکے عالمی قوانین کی خلاف ورزی کی ہے پاکستان کشمیری عوام کے ساتھ کھڑا ہے اور ہر فورم پر ان کی آواز بلند کرے گا اجلاس میں اہم فیصلے کیے گئے حکومت نے عوامی مسائل کے حل کے لیے اقدامات کا اعلان کیا ہے پشاور میں منعقدہ تقریب سے خطاب کرتے ہوئے انہوں نے کہا کہ ملک کی ترقی کے لیے سب کو مل کر کام کرنا ہوگا عوام کی خدمت ہماری اولین ترجیح ہے اور اس سلسلے میں کوئی کسر اٹھا نہیں رکھی جائے گی صوبائی حکومت نے مختلف منصوبوں کے لیے فنڈز جاری کر دیے ہیں جبکہ متعلقہ اداروں کو ہدایت کی گئی ہے کہ وہ کام جلد مکمل کریں xyxy=(814,1339,943,1550)
news-item xyxy=(274,2114,403,2343)
news-source: روزنامہ اکثریت xyxy=(275,2116,341,2128)
news-item xyxy=(3,485,132,714)
news-item-header xyxy=(544,1650,672,1663)
news-item-body: اسلام آباد وزیراعظم عمران خان نے کہا ہے کہ بھارت نے مقبوضہ کشمیر کی خصوصی حیثیت ختم کرکے عالمی قوانین کی خلاف ورزی کی ہے پاکستان کشمیری عوام کے ساتھ کھڑا ہے اور ہر فورم پر ان کی آواز بلند کرے گا اجلاس میں اہم فیصلے کیے گئے حکومت نے عوامی مسائل کے حل کے لیے اقدامات کا اعلان کیا ہے پشاور میں منعقدہ تقریب سے خطاب کرتے ہوئے انہوں نے کہا کہ ملک کی ترقی کے لیے سب کو مل کر کام کرنا ہوگا عوام کی خدمت ہماری اولین ترجیح ہے اور اس سلسلے میں کوئی کسر اٹھا نہیں رکھی جائے گی صوبائی حکومت نے مختلف منصوبوں کے لیے فنڈز جاری کر دیے ہیں جبکہ متعلقہ اداروں کو ہدایت کی گئی ہے کہ وہ کام جلد مکمل کریں xyxy=(544,1201,673,1412)
news-item-header xyxy=(139,1417,267,1430)
news-source: روزنامہ اکثریت xyxy=(4,720,70,732)
news-tag: اخبار xyxy=(234,1883,267,1895)
news-item-header xyxy=(950,21,1078,34)
news-item-header xyxy=(679,1650,807,1663)
news-item-header xyxy=(274,1650,403,1663)
news-item-body: اسلام آباد وزیراعظم عمران خان نے کہا ہے کہ بھارت نے مقبوضہ کشمیر کی خصوصی حیثیت ختم کرکے عالمی قوانین کی خلاف ورزی کی ہے پاکستان کشمیری عوام کے ساتھ کھڑا ہے اور ہر فورم پر ان کی آواز بلند کرے گا اجلاس میں اہم فیصلے کیے گئے حکومت نے عوامی مسائل کے حل کے لیے اقدامات کا اعلان کیا ہے پشاور میں منعقدہ تقریب سے خطاب کرتے ہوئے انہوں نے کہا کہ ملک کی ترقی کے لیے سب کو مل کر کام کرنا ہوگا عوام کی خدمت ہماری اولین ترجیح ہے اور اس سلسلے میں کوئی کسر اٹھا نہیں رکھی جائے گی صوبائی حکومت نے مختلف منصوبوں کے لیے فنڈز جاری کر دیے ہیں جبکہ متعلقہ اداروں کو ہدایت کی گئی ہے کہ وہ کام جلد مکمل کریں xyxy=(3,1201,133,1412)
news-item-header xyxy=(679,1417,807,1430)
news-item-body: اسلام آباد وزیراعظم عمران خان نے کہا ہے کہ بھارت نے مقبوضہ کشمیر کی خصوصی حیثیت ختم کرکے عالمی قوانین کی خلاف ورزی کی ہے پاکستان کشمیری عوام کے ساتھ کھڑا ہے اور ہر فورم پر ان کی آواز بلند کرے گا اجلاس میں اہم فیصلے کیے گئے حکومت نے عوامی مسائل کے حل کے لیے اقدامات کا اعلان کیا ہے پشاور میں منعقدہ تقریب سے خطاب کرتے ہوئے انہوں نے کہا کہ ملک کی ترقی کے لیے سب کو مل کر کام کرنا ہوگا عوام کی خدمت ہماری اولین ترجیح ہے اور اس سلسلے میں کوئی کسر اٹھا نہیں رکھی جائے گی صوبائی حکومت نے مختلف منصوبوں کے لیے فنڈز جاری کر دیے ہیں جبکہ متعلقہ اداروں کو ہدایت کی گئی ہے کہ وہ کام جلد مکمل کریں xyxy=(679,1899,808,2110)
news-item-body: اسلام آباد وزیراعظم عمران خان نے کہا ہے کہ بھارت نے مقبوضہ کشمیر کی خصوصی حیثیت ختم کرکے عالمی قوانین کی خلاف ورزی کی ہے پاکستان کشمیری عوام کے ساتھ کھڑا ہے اور ہر فورم پر ان کی آواز بلند کرے گا اجلاس میں اہم فیصلے کیے گئے حکومت نے عوامی مسائل کے حل کے لیے اقدامات کا اعلان کیا ہے پشاور میں منعقدہ تقریب سے خطاب کرتے ہوئے انہوں نے کہا کہ ملک کی ترقی کے لیے سب کو مل کر کام کرنا ہوگا عوام کی خدمت ہماری اولین ترجیح ہے اور اس سلسلے میں کوئی کسر اٹھا نہیں رکھی جائے گی صوبائی حکومت نے مختلف منصوبوں کے لیے فنڈز جاری کر دیے ہیں جبکہ متعلقہ اداروں کو ہدایت کی گئی ہے کہ وہ کام جلد مکمل کریں xyxy=(409,37,538,248)
news-tag: اخبار xyxy=(504,254,537,266)
news-item-body: اسلام آباد وزیراعظم عمران خان نے کہا ہے کہ بھارت نے مقبوضہ کشمیر کی خصوصی حیثیت ختم کرکے عالمی قوانین کی خلاف ورزی کی ہے پاکستان کشمیری عوام کے ساتھ کھڑا ہے اور ہر فورم پر ان کی آواز بلند کرے گا اجلاس میں اہم فیصلے کیے گئے حکومت نے عوامی مسائل کے حل کے لیے اقدامات کا اعلان کیا ہے پشاور میں منعقدہ تقریب سے خطاب کرتے ہوئے انہوں نے کہا کہ ملک کی ترقی کے لیے سب کو مل کر کام کرنا ہوگا عوام کی خدمت ہماری اولین ترجیح ہے اور اس سلسلے میں کوئی کسر اٹھا نہیں رکھی جائے گی صوبائی حکومت نے مختلف منصوبوں کے لیے فنڈز جاری کر دیے ہیں جبکہ متعلقہ اداروں کو ہدایت کی گئی ہے کہ وہ کام جلد مکمل کریں xyxy=(274,1666,403,1877)
news-item xyxy=(544,950,672,1180)
news-item-number: 18 xyxy=(746,720,775,732)
news-item-body: اسلام آباد وزیراعظم عمران خان نے کہا ہے کہ بھارت نے مقبوضہ کشمیر کی خصوصی حیثیت ختم کرکے عالمی قوانین کی خلاف ورزی کی ہے پاکستان کشمیری عوام کے ساتھ کھڑا ہے اور ہر فورم پر ان کی آواز بلند کرے گا اجلاس میں اہم فیصلے کیے گئے حکومت نے عوامی مسائل کے حل کے لیے اقدامات کا اعلان کیا ہے پشاور میں منعقدہ تقریب سے خطاب کرتے ہوئے انہوں نے کہا کہ ملک کی ترقی کے لیے سب کو مل کر کام کرنا ہوگا عوام کی خدمت ہماری اولین ترجیح ہے اور اس سلسلے میں کوئی کسر اٹھا نہیں رکھی جائے گی صوبائی حکومت نے مختلف منصوبوں کے لیے فنڈز جاری کر دیے ہیں جبکہ متعلقہ اداروں کو ہدایت کی گئی ہے کہ وہ کام جلد مکمل کریں xyxy=(274,1899,403,2110)
news-source: روزنامہ اکثریت xyxy=(410,1185,476,1197)
news-tag: اخبار xyxy=(775,1883,807,1895)
news-tag: اخبار xyxy=(234,952,267,964)
news-item xyxy=(679,717,807,947)
news-item-header xyxy=(274,1882,403,1896)
news-tag: اخبار xyxy=(639,720,672,732)
news-item-number: 7 xyxy=(1016,1556,1044,1568)
masthead-brand xyxy=(3,1,168,15)
news-item xyxy=(544,2114,672,2343)
news-tag: اخبار xyxy=(504,1185,537,1197)
news-source: روزنامہ اکثریت xyxy=(275,254,341,266)
news-item-body: اسلام آباد وزیراعظم عمران خان نے کہا ہے کہ بھارت نے مقبوضہ کشمیر کی خصوصی حیثیت ختم کرکے عالمی قوانین کی خلاف ورزی کی ہے پاکستان کشمیری عوام کے ساتھ کھڑا ہے اور ہر فورم پر ان کی آواز بلند کرے گا اجلاس میں اہم فیصلے کیے گئے حکومت نے عوامی مسائل کے حل کے لیے اقدامات کا اعلان کیا ہے پشاور میں منعقدہ تقریب سے خطاب کرتے ہوئے انہوں نے کہا کہ ملک کی ترقی کے لیے سب کو مل کر کام کرنا ہوگا عوام کی خدمت ہماری اولین ترجیح ہے اور اس سلسلے میں کوئی کسر اٹھا نہیں رکھی جائے گی صوبائی حکومت نے مختلف منصوبوں کے لیے فنڈز جاری کر دیے ہیں جبکہ متعلقہ اداروں کو ہدایت کی گئی ہے کہ وہ کام جلد مکمل کریں xyxy=(814,37,943,248)
news-tag: اخبار xyxy=(1044,1018,1077,1030)
news-item-body: اسلام آباد وزیراعظم عمران خان نے کہا ہے کہ بھارت نے مقبوضہ کشمیر کی خصوصی حیثیت ختم کرکے عالمی قوانین کی خلاف ورزی کی ہے پاکستان کشمیری عوام کے ساتھ کھڑا ہے اور ہر فورم پر ان کی آواز بلند کرے گا اجلاس میں اہم فیصلے کیے گئے حکومت نے عوامی مسائل کے حل کے لیے اقدامات کا اعلان کیا ہے پشاور میں منعقدہ تقریب سے خطاب کرتے ہوئے انہوں نے کہا کہ ملک کی ترقی کے لیے سب کو مل کر کام کرنا ہوگا عوام کی خدمت ہماری اولین ترجیح ہے اور اس سلسلے میں کوئی کسر اٹھا نہیں رکھی جائے گی صوبائی حکومت نے مختلف منصوبوں کے لیے فنڈز جاری کر دیے ہیں جبکہ متعلقہ اداروں کو ہدایت کی گئی ہے کہ وہ کام جلد مکمل کریں xyxy=(814,408,943,619)
news-tag: اخبار xyxy=(369,254,402,266)
news-item-body: اسلام آباد وزیراعظم عمران خان نے کہا ہے کہ بھارت نے مقبوضہ کشمیر کی خصوصی حیثیت ختم کرکے عالمی قوانین کی خلاف ورزی کی ہے پاکستان کشمیری عوام کے ساتھ کھڑا ہے اور ہر فورم پر ان کی آواز بلند کرے گا اجلاس میں اہم فیصلے کیے گئے حکومت نے عوامی مسائل کے حل کے لیے اقدامات کا اعلان کیا ہے پشاور میں منعقدہ تقریب سے خطاب کرتے ہوئے انہوں نے کہا کہ ملک کی ترقی کے لیے سب کو مل کر کام کرنا ہوگا عوام کی خدمت ہماری اولین ترجیح ہے اور اس سلسلے میں کوئی کسر اٹھا نہیں رکھی جائے گی صوبائی حکومت نے مختلف منصوبوں کے لیے فنڈز جاری کر دیے ہیں جبکہ متعلقہ اداروں کو ہدایت کی گئی ہے کہ وہ کام جلد مکمل کریں xyxy=(949,535,1078,747)
news-tag: اخبار xyxy=(234,1650,267,1662)
news-tag: اخبار xyxy=(639,1650,672,1662)
news-item-body: اسلام آباد وزیراعظم عمران خان نے کہا ہے کہ بھارت نے مقبوضہ کشمیر کی خصوصی حیثیت ختم کرکے عالمی قوانین کی خلاف ورزی کی ہے پاکستان کشمیری عوام کے ساتھ کھڑا ہے اور ہر فورم پر ان کی آواز بلند کرے گا اجلاس میں اہم فیصلے کیے گئے حکومت نے عوامی مسائل کے حل کے لیے اقدامات کا اعلان کیا ہے پشاور میں منعقدہ تقریب سے خطاب کرتے ہوئے انہوں نے کہا کہ ملک کی ترقی کے لیے سب کو مل کر کام کرنا ہوگا عوام کی خدمت ہماری اولین ترجیح ہے اور اس سلسلے میں کوئی کسر اٹھا نہیں رکھی جائے گی صوبائی حکومت نے مختلف منصوبوں کے لیے فنڈز جاری کر دیے ہیں جبکہ متعلقہ اداروں کو ہدایت کی گئی ہے کہ وہ کام جلد مکمل کریں xyxy=(139,37,268,248)
news-item-header xyxy=(3,486,132,500)
news-item-number: 49 xyxy=(341,1418,369,1430)
news-tag: اخبار xyxy=(369,1650,402,1662)
news-item-number: 19 xyxy=(746,952,775,964)
news-item xyxy=(3,19,132,249)
news-tag: اخبار xyxy=(504,22,537,34)
news-item-header xyxy=(409,1650,538,1663)
news-item-number: 41 xyxy=(476,1650,504,1662)
news-tag: اخبار xyxy=(98,1185,131,1197)
news-source: روزنامہ اکثریت xyxy=(139,22,205,34)
news-source: روزنامہ اکثریت xyxy=(410,720,476,732)
news-item-number: 54 xyxy=(206,22,234,34)
news-item-number: 6 xyxy=(1016,1323,1044,1335)
news-source: روزنامہ اکثریت xyxy=(545,487,611,499)
news-item-number: 67 xyxy=(70,720,98,732)
news-item-number: 20 xyxy=(746,1185,775,1197)
news-item-number: 14 xyxy=(881,1556,910,1568)
news-item-body: اسلام آباد وزیراعظم عمران خان نے کہا ہے کہ بھارت نے مقبوضہ کشمیر کی خصوصی حیثیت ختم کرکے عالمی قوانین کی خلاف ورزی کی ہے پاکستان کشمیری عوام کے ساتھ کھڑا ہے اور ہر فورم پر ان کی آواز بلند کرے گا اجلاس میں اہم فیصلے کیے گئے حکومت نے عوامی مسائل کے حل کے لیے اقدامات کا اعلان کیا ہے پشاور میں منعقدہ تقریب سے خطاب کرتے ہوئے انہوں نے کہا کہ ملک کی ترقی کے لیے سب کو مل کر کام کرنا ہوگا عوام کی خدمت ہماری اولین ترجیح ہے اور اس سلسلے میں کوئی کسر اٹھا نہیں رکھی جائے گی صوبائی حکومت نے مختلف منصوبوں کے لیے فنڈز جاری کر دیے ہیں جبکہ متعلقہ اداروں کو ہدایت کی گئی ہے کہ وہ کام جلد مکمل کریں xyxy=(949,303,1078,515)
news-source: روزنامہ اکثریت xyxy=(139,1185,205,1197)
news-tag: اخبار xyxy=(98,487,131,499)
news-item-body: اسلام آباد وزیراعظم عمران خان نے کہا ہے کہ بھارت نے مقبوضہ کشمیر کی خصوصی حیثیت ختم کرکے عالمی قوانین کی خلاف ورزی کی ہے پاکستان کشمیری عوام کے ساتھ کھڑا ہے اور ہر فورم پر ان کی آواز بلند کرے گا اجلاس میں اہم فیصلے کیے گئے حکومت نے عوامی مسائل کے حل کے لیے اقدامات کا اعلان کیا ہے پشاور میں منعقدہ تقریب سے خطاب کرتے ہوئے انہوں نے کہا کہ ملک کی ترقی کے لیے سب کو مل کر کام کرنا ہوگا عوام کی خدمت ہماری اولین ترجیح ہے اور اس سلسلے میں کوئی کسر اٹھا نہیں رکھی جائے گی صوبائی حکومت نے مختلف منصوبوں کے لیے فنڈز جاری کر دیے ہیں جبکہ متعلقہ اداروں کو ہدایت کی گئی ہے کہ وہ کام جلد مکمل کریں xyxy=(274,2364,403,2575)
news-tag: اخبار xyxy=(1044,287,1077,299)
news-item-header xyxy=(544,1417,672,1430)
news-item-header xyxy=(950,752,1078,765)
news-item xyxy=(679,1183,807,1413)
news-item-header xyxy=(950,519,1078,533)
news-item-header xyxy=(950,1322,1078,1336)
news-tag: اخبار xyxy=(98,254,131,266)
news-source: روزنامہ اکثریت xyxy=(275,1650,341,1662)
